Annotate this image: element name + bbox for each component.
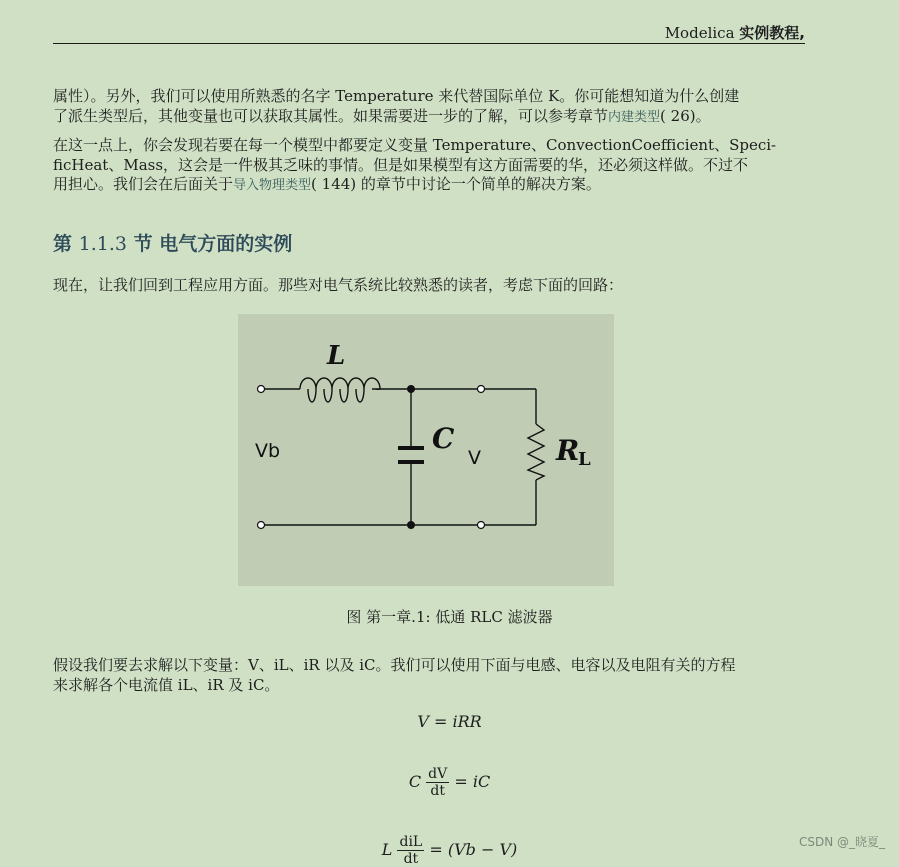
equation-inductor-fraction: [397, 834, 424, 867]
inductor-coil: [300, 378, 380, 389]
paragraph-2-line-2: ficHeat、Mass，这会是一件极其乏味的事情。但是如果模型有这方面需要的华，还必须这样做。不过不: [53, 155, 749, 174]
paragraph-1: [53, 87, 805, 127]
figure-caption: 图 第一章.1: 低通 RLC 滤波器: [346, 608, 553, 626]
equation-capacitor: [0, 766, 899, 799]
equation-capacitor-lhs: C: [408, 772, 422, 791]
equation-inductor-rhs: = (Vb − V): [429, 840, 518, 859]
inductor-label: L: [327, 341, 346, 371]
paragraph-4-line-2: 来求解各个电流值 iL、iR 及 iC。: [53, 675, 280, 694]
paragraph-3: 现在，让我们回到工程应用方面。那些对电气系统比较熟悉的读者，考虑下面的回路：: [53, 276, 624, 294]
capacitor-label: C: [432, 422, 455, 455]
resistor-zigzag: [528, 424, 544, 480]
junction-bottom: [407, 521, 415, 529]
inductor-coil-loops: [308, 389, 364, 402]
output-terminal-bottom: [478, 522, 485, 529]
paragraph-2: [53, 136, 805, 196]
paragraph-2-line-3a: 用担心。我们会在后面关于: [53, 175, 234, 193]
section-heading: [53, 229, 292, 256]
equation-capacitor-denominator: dt: [430, 783, 445, 799]
equation-capacitor-fraction: [426, 766, 449, 799]
equation-inductor-denominator: dt: [403, 851, 419, 867]
equation-capacitor-numerator: dV: [428, 766, 448, 782]
output-voltage-label: V: [468, 447, 481, 469]
equation-inductor: [0, 834, 899, 867]
equation-inductor-numerator: diL: [399, 834, 423, 850]
header-title: 实例教程,: [739, 24, 805, 42]
equation-ohm: V = iRR: [417, 712, 482, 731]
paragraph-1-line-2a: 了派生类型后，其他变量也可以获取其属性。如果需要进一步的了解，可以参考章节: [53, 106, 609, 125]
junction-top: [407, 385, 415, 393]
paragraph-2-line-1: 在这一点上，你会发现若要在每一个模型中都要定义变量 Temperature、ConvectionCoefficient、Speci-: [53, 136, 777, 154]
link-import-physical-types[interactable]: 导入物理类型: [233, 178, 312, 193]
rlc-circuit-figure: [238, 314, 614, 586]
section-prefix: 第: [53, 233, 73, 255]
watermark: CSDN @_晓夏_: [798, 835, 885, 849]
running-header: [53, 22, 805, 44]
header-rule: [53, 43, 805, 44]
equation-inductor-lhs: L: [381, 840, 393, 859]
header-book: Modelica: [664, 24, 735, 42]
equation-capacitor-rhs: = iC: [454, 772, 491, 791]
circuit-diagram: [238, 314, 614, 586]
link-builtin-types[interactable]: 内建类型: [608, 109, 661, 125]
input-terminal-top: [258, 386, 265, 393]
paragraph-4-line-1: 假设我们要去求解以下变量：V、iL、iR 以及 iC。我们可以使用下面与电感、电容以及电阻有关的方程: [53, 656, 736, 674]
paragraph-4: [53, 656, 805, 695]
paragraph-1-line-2b: ( 26)。: [660, 106, 711, 125]
section-title: 节 电气方面的实例: [133, 233, 293, 255]
input-terminal-bottom: [258, 522, 265, 529]
paragraph-1-line-1: 属性）。另外，我们可以使用所熟悉的名字 Temperature 来代替国际单位 K。你可能想知道为什么创建: [53, 87, 740, 105]
section-number: 1.1.3: [78, 233, 127, 255]
resistor-label: R: [556, 434, 580, 467]
input-voltage-label: Vb: [255, 440, 281, 462]
resistor-label-subscript: L: [578, 449, 591, 470]
output-terminal-top: [478, 386, 485, 393]
paragraph-2-line-3b: ( 144) 的章节中讨论一个简单的解决方案。: [311, 175, 601, 193]
